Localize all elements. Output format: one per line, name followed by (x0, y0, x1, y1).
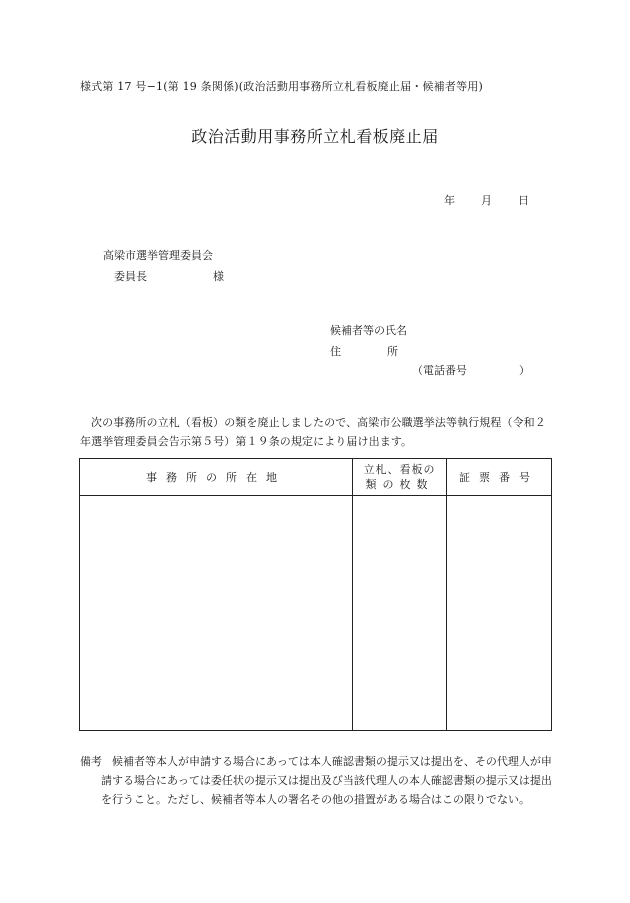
location-cell[interactable] (80, 496, 353, 731)
candidate-address-label (330, 343, 398, 359)
date-month-label: 月 (481, 194, 492, 207)
candidate-phone-label (412, 362, 530, 378)
header-office-location: 事務所の所在地 (80, 459, 353, 496)
address-label-a: 住 (330, 345, 341, 358)
remarks-section (80, 752, 554, 809)
table-row (80, 496, 552, 731)
remarks-text: 候補者等本人が申請する場合にあっては本人確認書類の提示又は提出を、その代理人が申請する場合にあっては委任状の提示又は提出及び当該代理人の本人確認書類の提示又は提出を行うこと。ただし、候補者等本人の署名その他の措置がある場合はこの限りでない。 (101, 755, 552, 806)
notification-body: 次の事務所の立札（看板）の類を廃止しましたので、高梁市公職選挙法等執行規程（令和２年選挙管理委員会告示第５号）第１９条の規定により届け出ます。 (80, 416, 546, 448)
address-label-b: 所 (387, 345, 398, 358)
honorific-label: 様 (213, 270, 224, 283)
certificate-cell[interactable] (447, 496, 552, 731)
header-sign-count-line2: 類の枚数 (365, 478, 434, 491)
chair-label: 委員長 (114, 270, 147, 283)
header-sign-count (353, 459, 447, 496)
date-year-label: 年 (444, 194, 455, 207)
count-cell[interactable] (353, 496, 447, 731)
addressee-chair (114, 268, 224, 284)
remarks-label: 備考 (80, 755, 102, 768)
header-sign-count-line1: 立札、看板の (363, 463, 436, 476)
table-header-row (80, 459, 552, 496)
document-title: 政治活動用事務所立札看板廃止届 (191, 127, 439, 146)
date-day-label: 日 (518, 194, 529, 207)
addressee-org: 高梁市選挙管理委員会 (103, 249, 213, 262)
date-fields (444, 192, 529, 208)
form-reference: 様式第 17 号−1(第 19 条関係)(政治活動用事務所立札看板廃止届・候補者等用) (80, 80, 483, 93)
phone-close-paren: ） (519, 364, 530, 377)
candidate-name-label: 候補者等の氏名 (330, 324, 407, 337)
header-certificate-number: 証票番号 (447, 459, 552, 496)
office-sign-table (79, 458, 552, 731)
phone-open-label: （電話番号 (412, 364, 467, 377)
